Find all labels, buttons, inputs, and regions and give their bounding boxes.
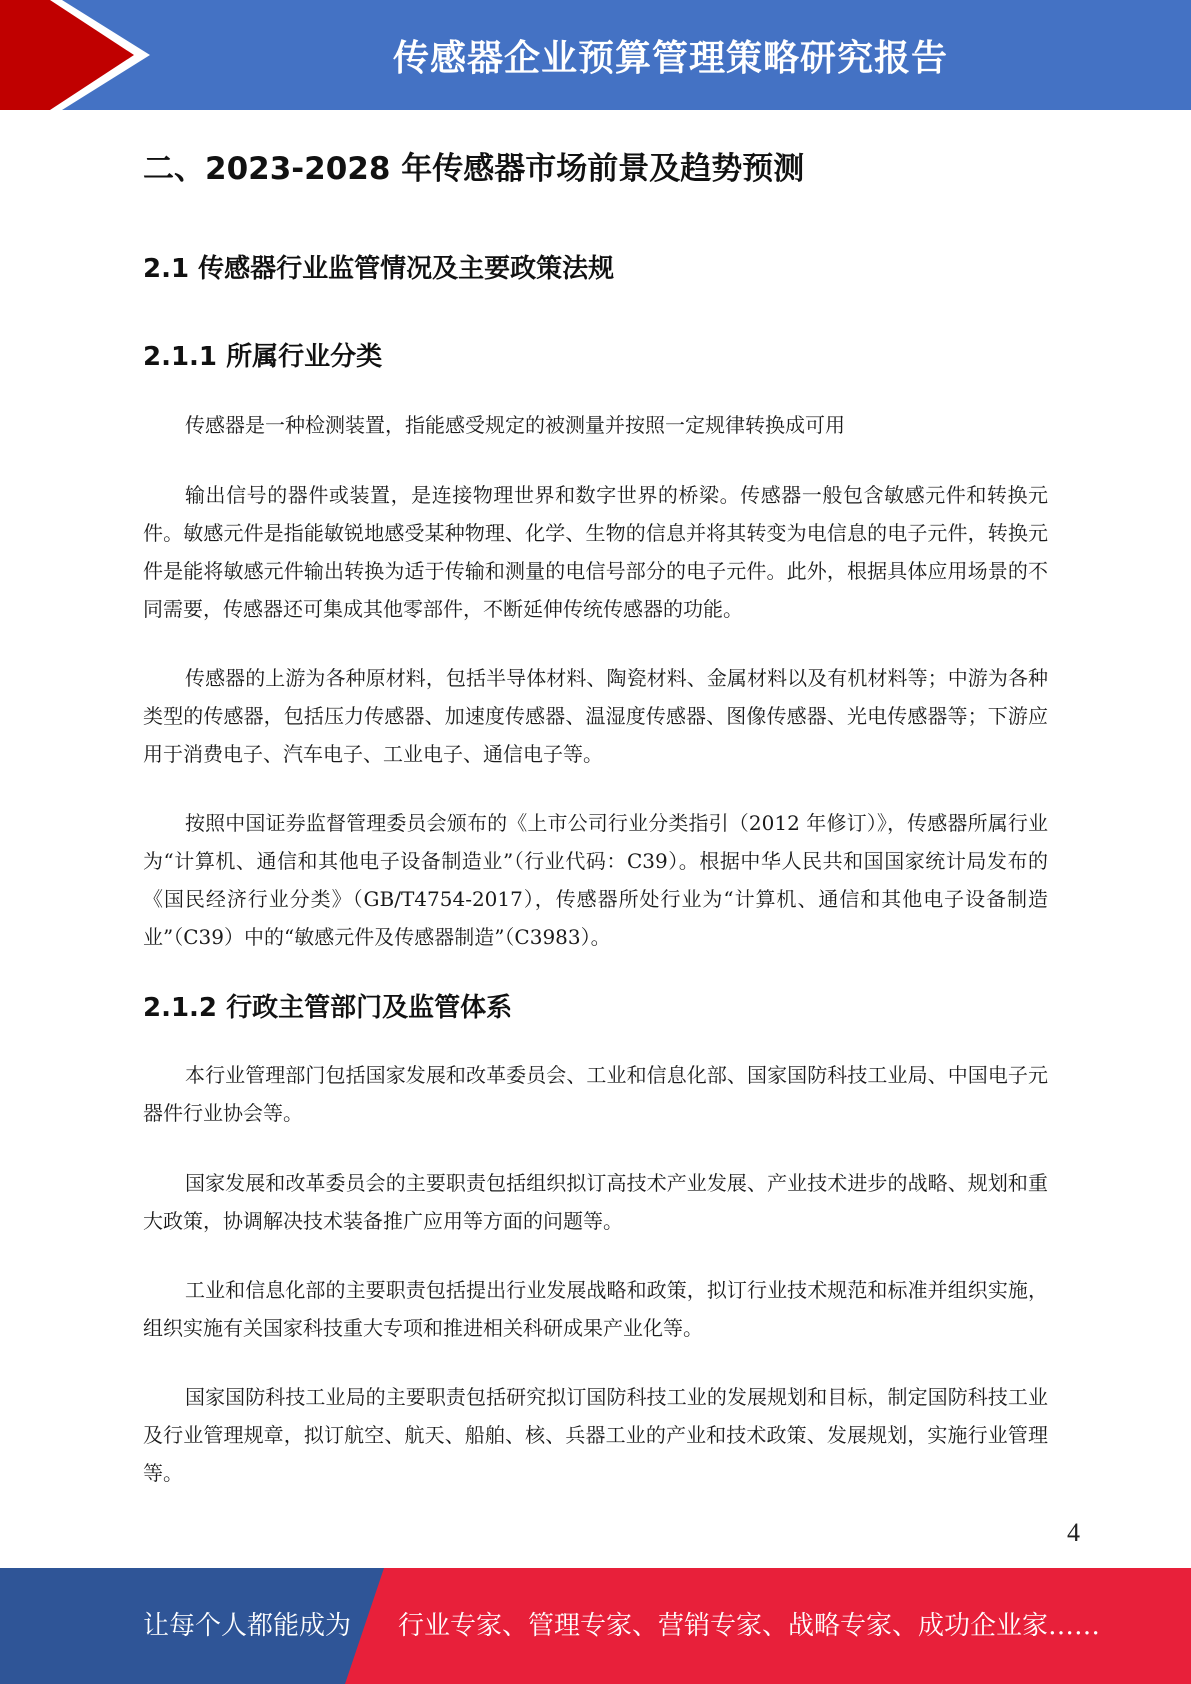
sub1-title: 2.1.1 所属行业分类 <box>143 342 383 372</box>
paragraph: 本行业管理部门包括国家发展和改革委员会、工业和信息化部、国家国防科技工业局、中国电子元器件行业协会等。 <box>143 1063 1048 1125</box>
footer-slogan-left: 让每个人都能成为 <box>143 1611 352 1641</box>
header-banner <box>0 0 1191 110</box>
paragraph: 国家国防科技工业局的主要职责包括研究拟订国防科技工业的发展规划和目标，制定国防科技工业及行业管理规章，拟订航空、航天、船舶、核、兵器工业的产业和技术政策、发展规划，实施行业管理等。 <box>143 1385 1048 1485</box>
paragraph: 国家发展和改革委员会的主要职责包括组织拟订高技术产业发展、产业技术进步的战略、规划和重大政策，协调解决技术装备推广应用等方面的问题等。 <box>143 1171 1048 1233</box>
paragraph: 传感器的上游为各种原材料，包括半导体材料、陶瓷材料、金属材料以及有机材料等；中游为各种类型的传感器，包括压力传感器、加速度传感器、温湿度传感器、图像传感器、光电传感器等；下游应用于消费电子、汽车电子、工业电子、通信电子等。 <box>143 666 1048 766</box>
chevron-decoration-icon <box>0 0 160 110</box>
subsection-title: 2.1 传感器行业监管情况及主要政策法规 <box>143 254 615 284</box>
sub2-title: 2.1.2 行政主管部门及监管体系 <box>143 993 513 1023</box>
report-title: 传感器企业预算管理策略研究报告 <box>392 37 948 79</box>
paragraph: 输出信号的器件或装置，是连接物理世界和数字世界的桥梁。传感器一般包含敏感元件和转换元件。敏感元件是指能敏锐地感受某种物理、化学、生物的信息并将其转变为电信息的电子元件，转换元件是能将敏感元件输出转换为适于传输和测量的电信号部分的电子元件。此外，根据具体应用场景的不同需要，传感器还可集成其他零部件，不断延伸传统传感器的功能。 <box>143 483 1048 621</box>
section-title: 二、2023-2028 年传感器市场前景及趋势预测 <box>143 151 805 187</box>
paragraph: 工业和信息化部的主要职责包括提出行业发展战略和政策，拟订行业技术规范和标准并组织实施，组织实施有关国家科技重大专项和推进相关科研成果产业化等。 <box>143 1278 1048 1340</box>
page-number: 4 <box>1067 1518 1080 1547</box>
footer-banner <box>0 1568 1191 1684</box>
paragraph: 按照中国证券监督管理委员会颁布的《上市公司行业分类指引（2012 年修订）》，传感器所属行业为“计算机、通信和其他电子设备制造业”（行业代码：C39）。根据中华人民共和国国家统计局发布的《国民经济行业分类》（GB/T4754-2017），传感器所处行业为“计算机、通信和其他电子设备制造业”（C39）中的“敏感元件及传感器制造”（C3983）。 <box>143 811 1048 949</box>
paragraph: 传感器是一种检测装置，指能感受规定的被测量并按照一定规律转换成可用 <box>185 413 845 437</box>
footer-slogan-right: 行业专家、管理专家、营销专家、战略专家、成功企业家…… <box>398 1611 1101 1641</box>
